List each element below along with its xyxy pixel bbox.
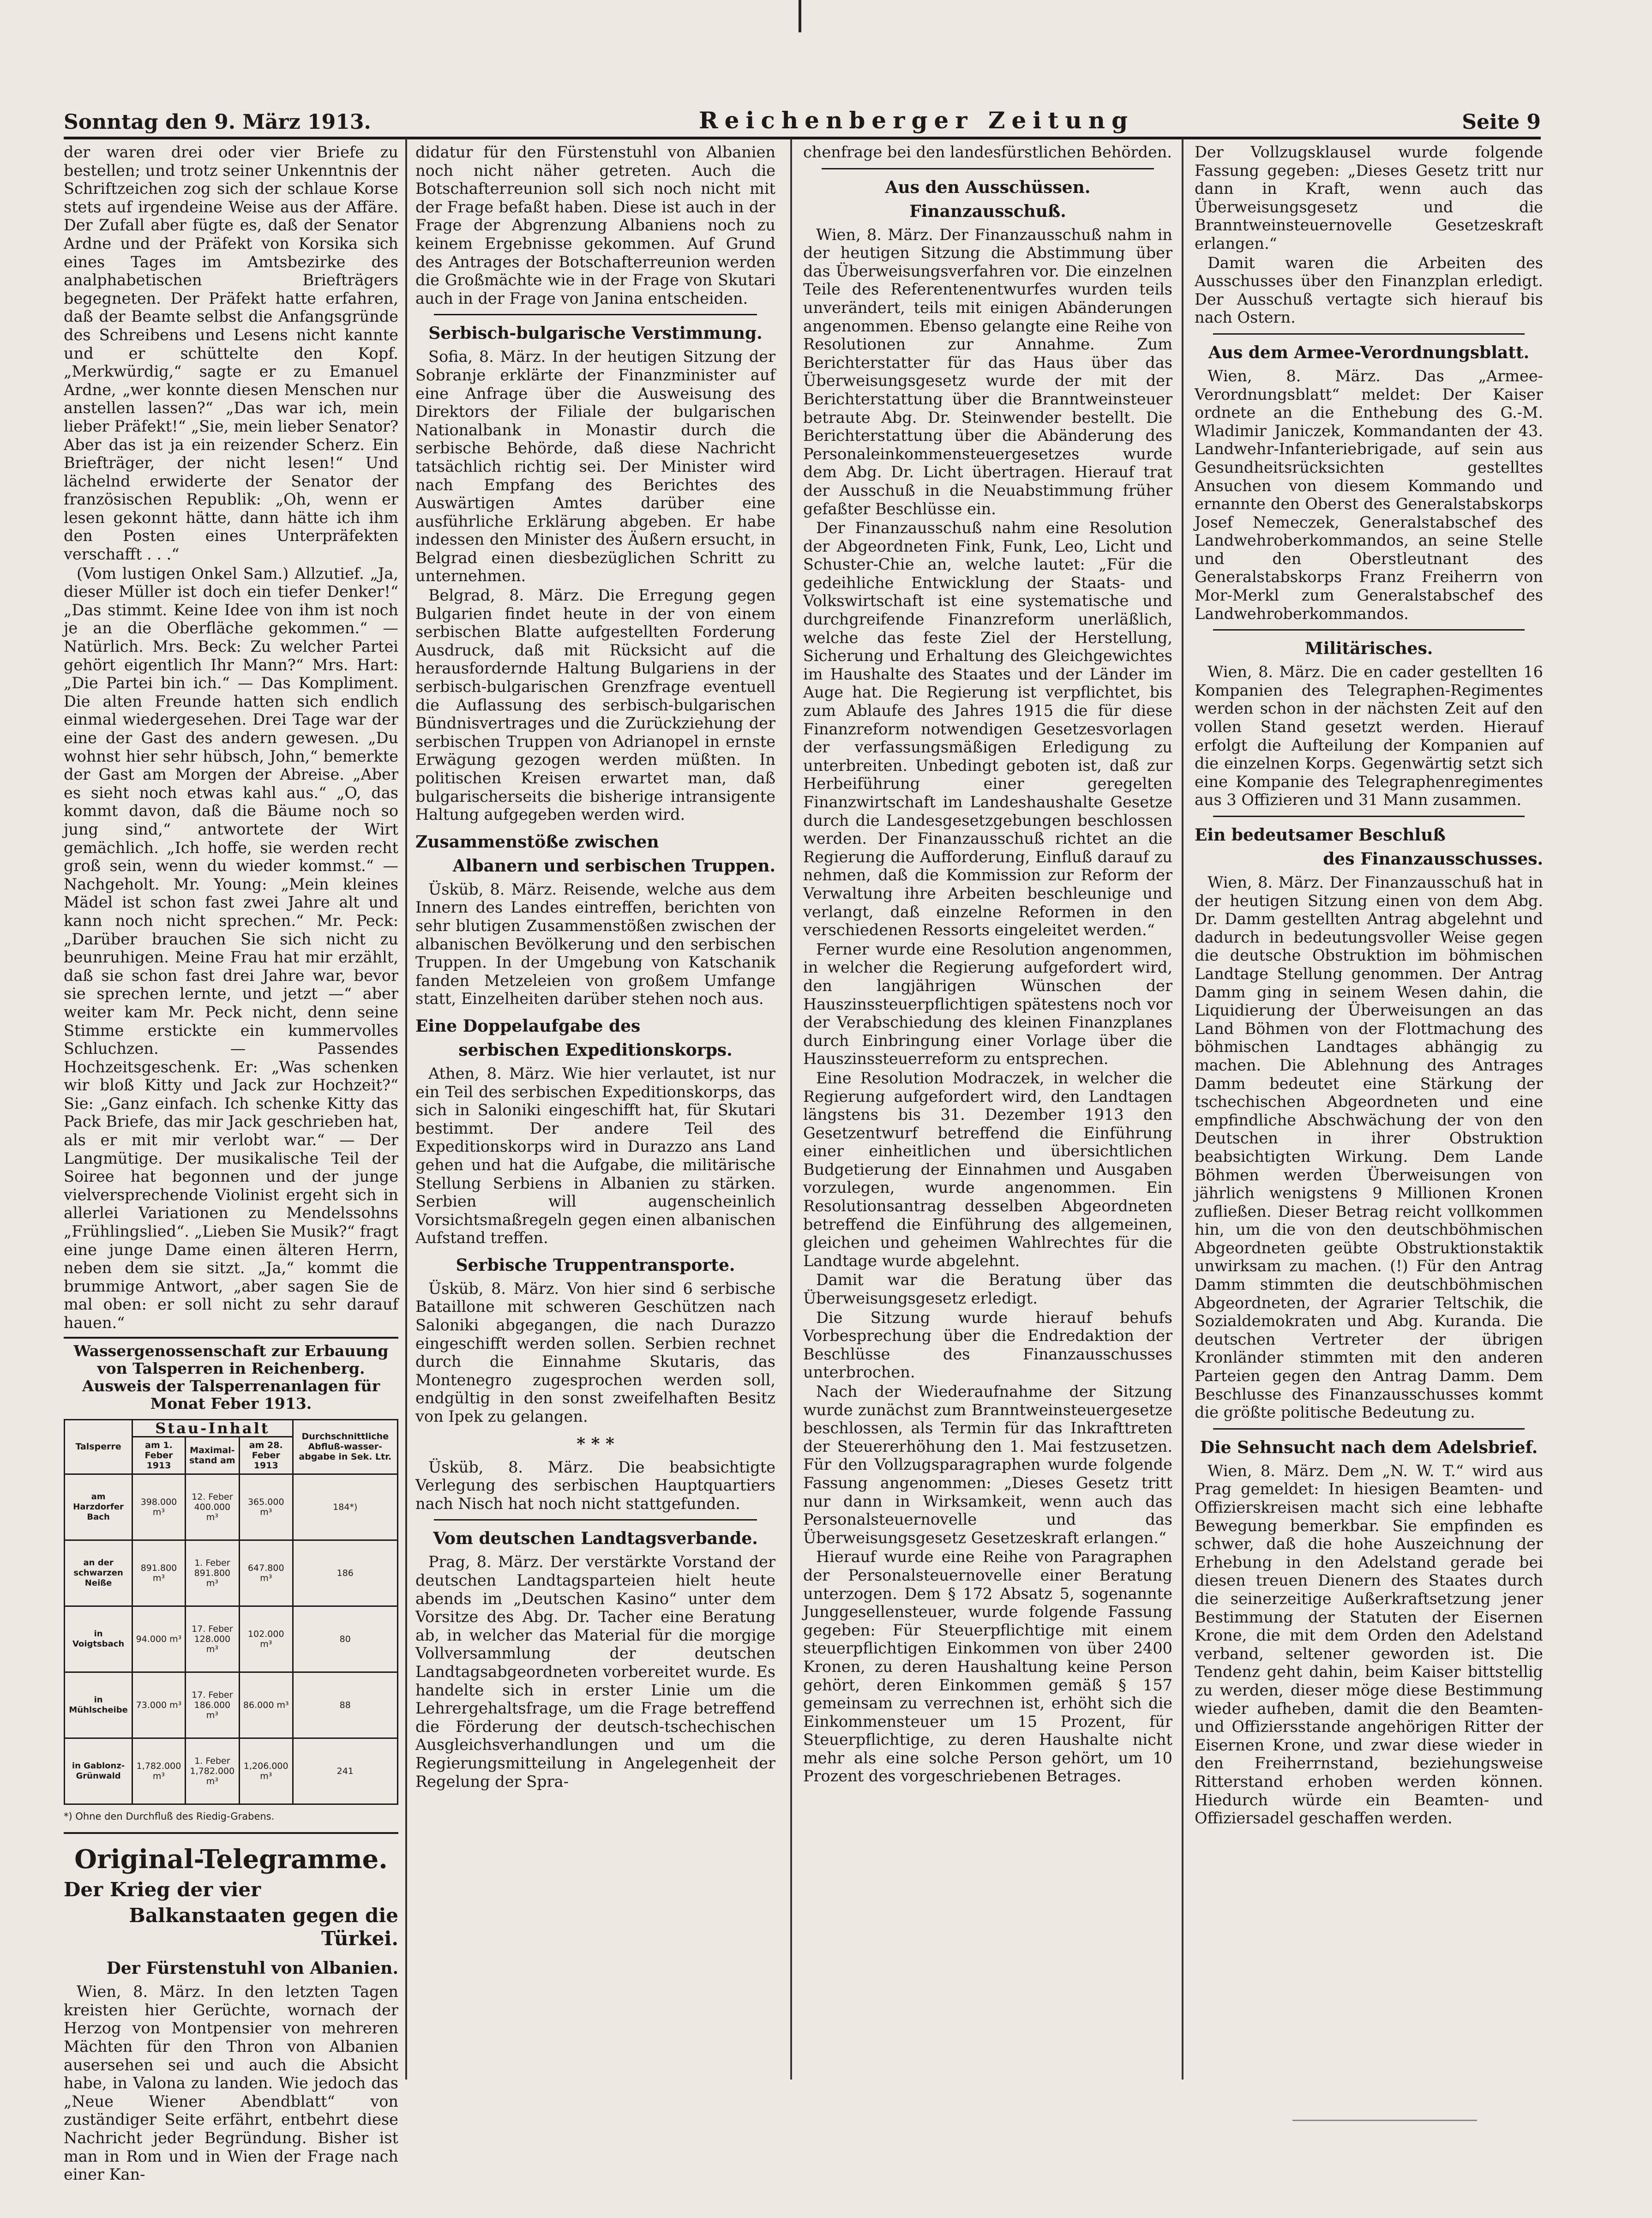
article-heading: Aus dem Armee-Verordnungsblatt. [1208,343,1530,362]
table-row [65,1738,398,1804]
article-text: Sofia, 8. März. In der heutigen Sitzung der Sobranje erklärte der Finanzminister auf eine Anfrage über die Ausweisung des Direktors der Filiale der bulgarischen Nationalbank in Monastir durch die serbische Behörde, daß diese Nachricht tatsächlich richtig sei. Der Minister wird nach Empfang des Berichtes des Auswärtigen Amtes darüber eine ausführliche Erklärung abgeben. Er habe indessen den Minister des Äußern ersucht, in Belgrad einen diesbezüglichen Schritt zu unternehmen. [415,348,775,585]
table-cell: 365.000 m³ [239,1474,293,1540]
section-heading: Original-Telegramme. [74,1844,388,1875]
column-3 [803,143,1172,2098]
table-cell: 1. Feber 891.800 m³ [185,1540,239,1606]
article-text: Der Finanzausschuß nahm eine Resolution der Abgeordneten Fink, Funk, Leo, Licht und Schuster-Chie an, welche lautet: „Für die gedeihliche Entwicklung der Staats- und Volkswirtschaft ist eine systematische und durchgreifende Finanzreform unerläßlich, welche das feste Ziel der Herstellung, Sicherung und Erhaltung des Gleichgewichtes im Haushalte des Staates und der Länder im Auge hat. Die Regierung ist verpflichtet, bis zum Ablaufe des Jahres 1915 die für diese Finanzreform notwendigen Gesetzesvorlagen der verfassungsmäßigen Erledigung zu unterbreiten. Unbedingt geboten ist, daß zur Herbeiführung einer geregelten Finanzwirtschaft im Landeshaushalte Gesetze durch die Landesgesetzgebungen beschlossen werden. Der Finanzausschuß richtet an die Regierung die Aufforderung, Einfluß darauf zu nehmen, daß die Kommission zur Reform der Verwaltung ihre Arbeiten beschleunige und verlangt, daß einzelne Reformen in den verschiedenen Ressorts eingeleitet werden.“ [803,519,1172,939]
separator-stars: * * * [577,1434,614,1454]
table-cell: 241 [293,1738,397,1804]
article-text: Ferner wurde eine Resolution angenommen, in welcher die Regierung aufgefordert wird, den langjährigen Wünschen der Hauszinssteuerpflichtigen spätestens noch vor der Verabschiedung des kleinen Finanzplanes durch Einbringung einer Vorlage über die Hauszinssteuerreform zu entsprechen. [803,940,1172,1068]
table-footnote: *) Ohne den Durchfluß des Riedig-Grabens. [64,1810,275,1822]
table-row [65,1474,398,1540]
article-heading: Albanern und serbischen Truppen. [452,856,775,876]
section-heading: Balkanstaaten gegen die Türkei. [129,1904,398,1950]
article-heading: Serbische Truppentransporte. [456,1255,735,1275]
article-text: (Vom lustigen Onkel Sam.) Allzutief. „Ja, dieser Müller ist doch ein tiefer Denker!“ „Das stimmt. Keine Idee von ihm ist noch je an die Oberfläche gekommen.“ — Natürlich. Mrs. Beck: Zu welcher Partei gehört eigentlich Ihr Mann?“ Mrs. Hart: „Die Partei bin ich.“ — Das Kompliment. Die alten Freunde hatten sich endlich einmal wiedergesehen. Drei Tage war der eine der Gast des andern gewesen. „Du wohnst hier sehr hübsch, John,“ bemerkte der Gast am Morgen der Abreise. „Aber es sieht noch etwas kahl aus.“ „O, das kommt davon, daß die Bäume noch so jung sind,“ antwortete der Wirt gemächlich. „Ich hoffe, sie werden recht groß sein, wenn du wieder kommst.“ — Nachgeholt. Mr. Young: „Mein kleines Mädel ist schon fast zwei Jahre alt und kann noch nicht sprechen.“ Mr. Peck: „Darüber brauchen Sie sich nicht zu beunruhigen. Meine Frau hat mir erzählt, daß sie schon fast drei Jahre war, bevor sie sprechen lernte, und jetzt —“ aber weiter kam Mr. Peck nicht, denn seine Stimme erstickte ein kummervolles Schluchzen. — Passendes Hochzeitsgeschenk. Er: „Was schenken wir bloß Kitty und Jack zur Hochzeit?“ Sie: „Ganz einfach. Ich schenke Kitty das Pack Briefe, das mir Jack geschrieben hat, als er mit mir verlobt war.“ — Der Langmütige. Der musikalische Teil der Soiree hat begonnen und der junge vielversprechende Violinist ergeht sich in allerlei Variationen zu Mendelssohns „Frühlingslied“. „Lieben Sie Musik?“ fragt eine junge Dame einen älteren Herrn, neben dem sie sitzt. „Ja,“ kommt die brummige Antwort, „aber sagen Sie de mal oben: er soll nicht zu sehr darauf hauen.“ [64,564,398,1332]
table-cell: 12. Feber 400.000 m³ [185,1474,239,1540]
table-cell: 88 [293,1672,397,1738]
table-header: am 28. Feber 1913 [239,1437,293,1474]
table-cell: in Gablonz-Grünwald [65,1738,132,1804]
table-cell: 1. Feber 1,782.000 m³ [185,1738,239,1804]
article-text: Üsküb, 8. März. Reisende, welche aus dem Innern des Landes eintreffen, berichten von sehr blutigen Zusammenstößen zwischen der albanischen Bevölkerung und den serbischen Truppen. In der Umgebung von Katschanik fanden Metzeleien von großem Umfange statt, Einzelheiten darüber stehen noch aus. [415,880,775,1008]
article-text: der waren drei oder vier Briefe zu bestellen; und trotz seiner Unkenntnis der Schriftzeichen zog sich der schlaue Korse stets auf irgendeine Weise aus der Affäre. Der Zufall aber fügte es, daß der Senator Ardne und der Präfekt von Korsika sich eines Tages im Amtsbezirke des analphabetischen Briefträgers begegneten. Der Präfekt hatte erfahren, daß der Beamte selbst die Anfangsgründe des Schreibens und Lesens nicht kannte und er schüttelte den Kopf. „Merkwürdig,“ sagte er zu Emanuel Ardne, „wer konnte diesen Menschen nur anstellen lassen?“ „Das war ich, mein lieber Präfekt!“ „Sie, mein lieber Senator? Aber das ist ja ein reizender Scherz. Ein Briefträger, der nicht lesen!“ Und lächelnd erwiderte der Senator der französischen Republik: „Oh, wenn er lesen gekonnt hätte, dann hätte ich ihm den Posten eines Unterpräfekten verschafft . . .“ [64,143,398,564]
section-rule [434,1519,757,1521]
section-heading: Aus den Ausschüssen. [885,177,1091,197]
end-rule [1292,2120,1477,2121]
masthead-title: Reichenberger Zeitung [699,107,1135,134]
table-header: am 1. Feber 1913 [132,1437,186,1474]
article-heading: Ein bedeutsamer Beschluß [1195,825,1446,845]
table-cell: 184*) [293,1474,397,1540]
article-heading: Vom deutschen Landtagsverbande. [433,1529,758,1549]
article-text: chenfrage bei den landesfürstlichen Behörden. [803,143,1172,161]
table-cell: 17. Feber 186.000 m³ [185,1672,239,1738]
dam-report-title: Wassergenossenschaft zur Erbauung von Talsperren in Reichenberg. [73,1341,389,1377]
article-text: Damit war die Beratung über das Überweisungsgesetz erledigt. [803,1271,1172,1308]
table-cell: am Harzdorfer Bach [65,1474,132,1540]
page-number: Seite 9 [1462,110,1541,134]
table-cell: in Mühlscheibe [65,1672,132,1738]
article-heading: serbischen Expeditionskorps. [458,1040,733,1060]
dam-report-subtitle: Ausweis der Talsperrenanlagen für Monat Feber 1913. [82,1376,380,1413]
section-rule [822,168,1154,169]
article-text: Üsküb, 8. März. Die beabsichtigte Verlegung des serbischen Hauptquartiers nach Nisch hat noch nicht stattgefunden. [415,1458,775,1513]
article-text: Wien, 8. März. In den letzten Tagen kreisten hier Gerüchte, wornach der Herzog von Montpensier von mehreren Mächten für den Thron von Albanien ausersehen sei und auch die Absicht habe, in Valona zu landen. Wie jedoch das „Neue Wiener Abendblatt“ von zuständiger Seite erfährt, entbehrt diese Nachricht jeder Begründung. Bisher ist man in Rom und in Wien der Frage nach einer Kan- [64,1983,398,2184]
column-divider [1182,138,1183,2080]
article-text: Wien, 8. März. Der Finanzausschuß nahm in der heutigen Sitzung die Abstimmung über das Überweisungsverfahren vor. Die einzelnen Teile des Referentenentwurfes wurden teils unverändert, teils mit einigen Abänderungen angenommen. Ebenso gelangte eine Reihe von Resolutionen zur Annahme. Zum Berichterstatter für das Haus über das Überweisungsgesetz wurde der mit der Berichterstattung über die Branntweinsteuer betraute Abg. Dr. Steinwender bestellt. Die Berichterstattung über die Abänderung des Personaleinkommensteuergesetzes wurde dem Abg. Dr. Licht übertragen. Hierauf trat der Ausschuß in die Neuabstimmung früher gefaßter Beschlüsse ein. [803,225,1172,518]
table-cell: 647.800 m³ [239,1540,293,1606]
table-cell: 891.800 m³ [132,1540,186,1606]
article-text: Damit waren die Arbeiten des Ausschusses über den Finanzplan erledigt. Der Ausschuß vertagte sich hierauf bis nach Ostern. [1195,253,1543,327]
table-header: Stau-Inhalt [132,1419,293,1437]
table-cell: 17. Feber 128.000 m³ [185,1606,239,1672]
table-cell: 102.000 m³ [239,1606,293,1672]
table-cell: 186 [293,1540,397,1606]
column-divider [790,138,792,2080]
article-text: Prag, 8. März. Der verstärkte Vorstand der deutschen Landtagsparteien hielt heute abends im „Deutschen Kasino“ unter dem Vorsitze des Abg. Dr. Tacher eine Beratung ab, in welcher das Material für die morgige Vollversammlung der deutschen Landtagsabgeordneten vorbereitet wurde. Es handelte sich in erster Linie um die Lehrergehaltsfrage, um die Frage betreffend die Förderung der deutsch-tschechischen Ausgleichsverhandlungen und um die Regierungsmitteilung in Angelegenheit der Regelung der Spra- [415,1553,775,1791]
article-text: Üsküb, 8. März. Von hier sind 6 serbische Bataillone mit schweren Geschützen nach Saloniki abgegangen, die nach Durazzo eingeschifft werden sollen. Serbien rechnet durch die Einnahme Skutaris, das Montenegro zugesprochen werden soll, endgültig in den sonst zweifelhaften Besitz von Ipek zu gelangen. [415,1279,775,1426]
column-divider [405,138,407,2080]
article-text: Hierauf wurde eine Reihe von Paragraphen der Personalsteuernovelle einer Beratung unterzogen. Dem § 172 Absatz 5, sogenannte Junggesellensteuer, wurde folgende Fassung gegeben: Für Steuerpflichtige mit einem steuerpflichtigen Einkommen von über 2400 Kronen, zu deren Haushaltung keine Person gehört, deren Einkommen gemäß § 157 gemeinsam zu verrechnen ist, erhöht sich die Einkommensteuer um 15 Prozent, für Steuerpflichtige, zu deren Haushalte nicht mehr als eine solche Person gehört, um 10 Prozent des vorgeschriebenen Betrages. [803,1548,1172,1785]
table-cell: 94.000 m³ [132,1606,186,1672]
article-text: Nach der Wiederaufnahme der Sitzung wurde zunächst zum Branntweinsteuergesetze beschlossen, als Termin für das Inkrafttreten der Steuererhöhung den 1. Mai festzusetzen. Für den Vollzugsparagraphen wurde folgende Fassung angenommen: „Dieses Gesetz tritt nur dann in Wirksamkeit, wenn auch das Personalsteuernovelle und das Überweisungsgesetz Gesetzeskraft erlangen.“ [803,1382,1172,1547]
column-4 [1195,143,1543,2098]
column-1 [64,143,398,2184]
section-rule [1213,816,1525,817]
header-date: Sonntag den 9. März 1913. [64,110,371,134]
table-cell: 86.000 m³ [239,1672,293,1738]
section-rule [1213,1428,1525,1430]
table-cell: 80 [293,1606,397,1672]
section-rule [434,314,757,315]
table-row [65,1540,398,1606]
article-heading: Die Sehnsucht nach dem Adelsbrief. [1200,1437,1538,1457]
article-text: Athen, 8. März. Wie hier verlautet, ist nur ein Teil des serbischen Expeditionskorps, das sich in Saloniki eingeschifft hat, für Skutari bestimmt. Der andere Teil des Expeditionskorps wird in Durazzo ans Land gehen und hat die Aufgabe, die militärische Stellung Serbiens in Albanien zu stärken. Serbien will augenscheinlich Vorsichtsmaßregeln gegen einen albanischen Aufstand treffen. [415,1064,775,1247]
table-cell: an der schwarzen Neiße [65,1540,132,1606]
article-text: didatur für den Fürstenstuhl von Albanien noch nicht näher getreten. Auch die Botschafterreunion soll sich noch nicht mit der Frage befaßt haben. Diese ist auch in der Frage der Abgrenzung Albaniens noch zu keinem Ergebnisse gekommen. Auf Grund des Antrages der Botschafterreunion werden die Großmächte wie in der Frage von Skutari auch in der Frage von Janina entscheiden. [415,143,775,307]
article-heading: Finanzausschuß. [909,201,1066,221]
dam-report-box [64,1337,398,1826]
scan-mark [799,0,801,32]
article-heading: Eine Doppelaufgabe des [415,1016,641,1036]
table-cell: 73.000 m³ [132,1672,186,1738]
page-header [64,97,1541,134]
table-cell: 1,782.000 m³ [132,1738,186,1804]
table-row [65,1672,398,1738]
article-text: Wien, 8. März. Die en cader gestellten 16 Kompanien des Telegraphen-Regimentes werden schon in der nächsten Zeit auf den vollen Stand gesetzt werden. Hierauf erfolgt die Aufteilung der Kompanien auf die einzelnen Korps. Gegenwärtig setzt sich eine Kompanie des Telegraphenregimentes aus 3 Offizieren und 31 Mann zusammen. [1195,663,1543,809]
table-cell: 1,206.000 m³ [239,1738,293,1804]
dam-table [64,1419,398,1805]
article-heading: Militärisches. [1304,639,1433,659]
article-heading: Der Fürstenstuhl von Albanien. [106,1959,398,1978]
article-text: Die Sitzung wurde hierauf behufs Vorbesprechung über die Endredaktion der Beschlüsse des Finanzausschusses unterbrochen. [803,1308,1172,1382]
article-text: Wien, 8. März. Dem „N. W. T.“ wird aus Prag gemeldet: In hiesigen Beamten- und Offizierskreisen macht sich eine lebhafte Bewegung bemerkbar. Sie empfinden es schwer, daß die hohe Auszeichnung der Erhebung in den Adelstand gerade bei diesen treuen Dienern des Staates durch die seinerzeitige Außerkraftsetzung jener Bestimmung der Statuten der Eisernen Krone, die mit dem Orden den Adelstand verband, seltener geworden ist. Die Tendenz geht dahin, beim Kaiser bittstellig zu werden, dieser möge diese Bestimmung wieder aufheben, damit die den Beamten- und Offiziersstande angehörigen Ritter der Eisernen Krone, und zwar diese wieder in den Freiherrnstand, beziehungsweise Ritterstand erhoben werden können. Hiedurch würde ein Beamten- und Offiziersadel geschaffen werden. [1195,1461,1543,1827]
table-cell: 398.000 m³ [132,1474,186,1540]
article-text: Wien, 8. März. Das „Armee-Verordnungsblatt“ meldet: Der Kaiser ordnete an die Enthebung des G.-M. Wladimir Janiczek, Kommandanten der 43. Landwehr-Infanteriebrigade, auf sein aus Gesundheitsrücksichten gestelltes Ansuchen von diesem Kommando und ernannte den Oberst des Generalstabskorps Josef Nemeczek, Generalstabschef des Landwehroberkommandos, an seine Stelle und den Oberstleutnant des Generalstabskorps Franz Freiherrn von Mor-Merkl zum Generalstabschef des Landwehroberkommandos. [1195,367,1543,623]
section-rule [1213,333,1525,335]
article-heading: Zusammenstöße zwischen [415,832,659,852]
table-header: Talsperre [65,1419,132,1474]
table-row [65,1606,398,1672]
section-heading: Der Krieg der vier [64,1878,261,1901]
table-cell: in Voigtsbach [65,1606,132,1672]
section-rule [64,1832,398,1834]
table-header: Durchschnittliche Abfluß-wasser-abgabe in Sek. Ltr. [293,1419,397,1474]
article-heading: des Finanzausschusses. [1323,849,1543,869]
article-text: Belgrad, 8. März. Die Erregung gegen Bulgarien findet heute in der von einem serbischen Blatte aufgestellten Forderung Ausdruck, daß mit Rücksicht auf die herausfordernde Haltung Bulgariens in der serbisch-bulgarischen Grenzfrage eventuell die Auflassung des serbisch-bulgarischen Bündnisvertrages und die Zurückziehung der serbischen Truppen von Adrianopel in ernste Erwägung gezogen werden müßten. In politischen Kreisen erwartet man, daß bulgarischerseits die bisherige intransigente Haltung aufgegeben werden wird. [415,586,775,824]
section-rule [1213,629,1525,631]
article-text: Der Vollzugsklausel wurde folgende Fassung gegeben: „Dieses Gesetz tritt nur dann in Kraft, wenn auch das Überweisungsgesetz und die Branntweinsteuernovelle Gesetzeskraft erlangen.“ [1195,143,1543,252]
article-heading: Serbisch-bulgarische Verstimmung. [428,324,763,343]
article-text: Wien, 8. März. Der Finanzausschuß hat in der heutigen Sitzung einen von dem Abg. Dr. Damm gestellten Antrag abgelehnt und dadurch in bedeutungsvoller Weise gegen die deutsche Obstruktion im böhmischen Landtage Stellung genommen. Der Antrag Damm ging in seinem Wesen dahin, die Liquidierung der Überweisungen an das Land Böhmen von der Flottmachung des böhmischen Landtages abhängig zu machen. Die Ablehnung des Antrages Damm bedeutet eine Stärkung der tschechischen Abgeordneten und eine empfindliche Abschwächung der von den Deutschen in ihrer Obstruktion beabsichtigten Wirkung. Dem Lande Böhmen werden Überweisungen von jährlich wenigstens 9 Millionen Kronen zufließen. Dieser Betrag reicht vollkommen hin, um die von den deutschböhmischen Abgeordneten geübte Obstruktionstaktik unwirksam zu machen. (!) Für den Antrag Damm stimmten die deutschböhmischen Abgeordneten, der Agrarier Teltschik, die Sozialdemokraten und Abg. Kuranda. Die deutschen Vertreter der übrigen Kronländer stimmten mit den anderen Parteien gegen den Antrag Damm. Dem Beschlusse des Finanzausschusses kommt die größte politische Bedeutung zu. [1195,873,1543,1422]
article-text: Eine Resolution Modraczek, in welcher die Regierung aufgefordert wird, den Landtagen längstens bis 31. Dezember 1913 den Gesetzentwurf betreffend die Einführung einer einheitlichen und übersichtlichen Budgetierung der Einnahmen und Ausgaben vorzulegen, wurde angenommen. Ein Resolutionsantrag desselben Abgeordneten betreffend die Einführung des allgemeinen, gleichen und geheimen Wahlrechtes für die Landtage wurde abgelehnt. [803,1069,1172,1270]
column-2 [415,143,775,2098]
header-rule [64,137,1541,139]
table-header: Maximal-stand am [185,1437,239,1474]
